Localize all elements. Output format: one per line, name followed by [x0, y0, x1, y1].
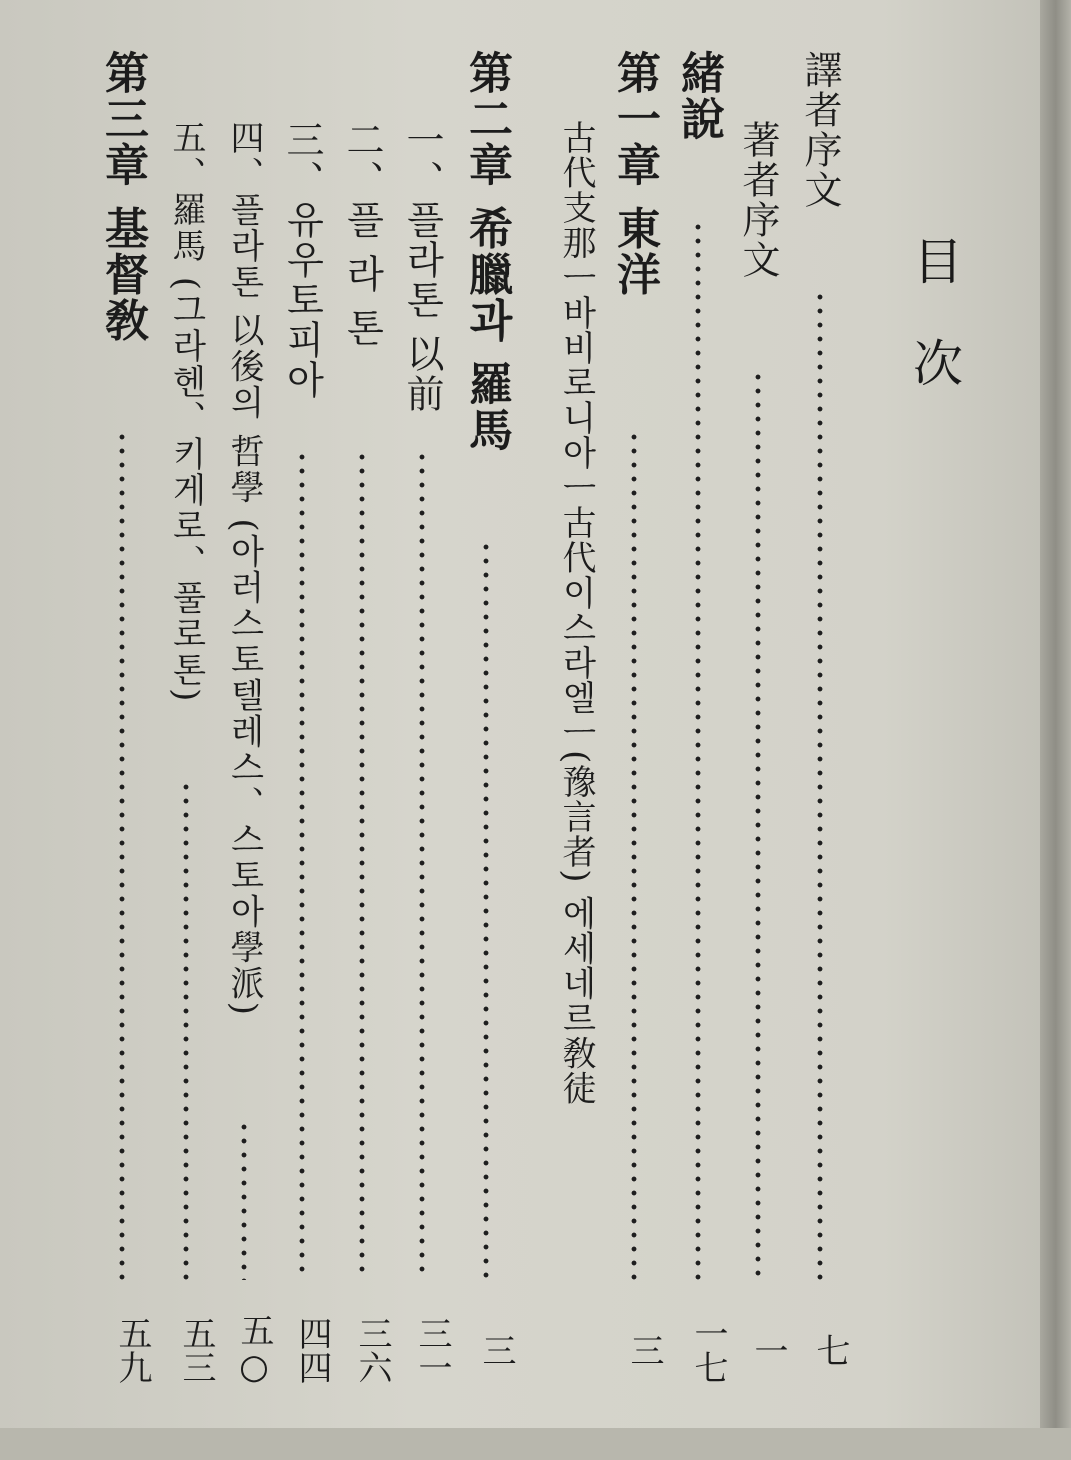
toc-entry-page: 五九: [112, 1316, 152, 1384]
toc-entry-title: 譯者序文: [798, 50, 842, 210]
toc-entry-title: 三、유우토피아: [280, 120, 324, 400]
leader-dots: [298, 450, 306, 1280]
toc-entry-title: 第一章 東洋: [609, 50, 660, 298]
leader-dots: [754, 370, 762, 1280]
leader-dots: [482, 540, 490, 1280]
toc-entry: [214, 120, 274, 1460]
leader-dots: [358, 450, 366, 1280]
toc-entry-title: 二、플 라 톤: [340, 120, 384, 349]
toc-entry-title: 五、羅馬 (그라헨、키게로、풀로톤): [166, 120, 206, 704]
page-heading: 目次: [905, 235, 963, 439]
toc-entry: [546, 120, 606, 1460]
toc-entry-title: 緒說: [673, 50, 724, 142]
toc-entry-title: 第三章 基督敎: [97, 50, 148, 344]
toc-entry-page: 五○: [234, 1313, 274, 1387]
toc-entry-title: 第二章 希臘과 羅馬: [461, 50, 512, 453]
toc-entry-title: 古代支那ㅡ바비로니아ㅡ古代이스라엘ㅡ(豫言者) 에세네르敎徒: [556, 120, 596, 1106]
toc-entry: [272, 120, 332, 1460]
toc-entry: [456, 50, 516, 1390]
leader-dots: [816, 290, 824, 1280]
toc-entry: [92, 50, 152, 1390]
toc-entry: [392, 120, 452, 1460]
toc-entry-title: 一、플라톤 以前: [400, 120, 444, 415]
toc-entry-page: 四四: [292, 1316, 332, 1384]
toc-entry-page: 三六: [352, 1316, 392, 1384]
toc-entry: [332, 120, 392, 1460]
toc-entry-page: 五三: [176, 1316, 216, 1384]
toc-entry-page: 三: [624, 1333, 664, 1367]
toc-entry-title: 四、플라톤 以後의 哲學 (아러스토텔레스、스토아學派): [224, 120, 264, 1017]
toc-entry-page: 一七: [688, 1316, 728, 1384]
toc-entry: [604, 50, 664, 1390]
book-gutter: [1040, 0, 1071, 1428]
leader-dots: [240, 1120, 248, 1280]
toc-entry-page: 三一: [412, 1316, 452, 1384]
leader-dots: [630, 430, 638, 1280]
leader-dots: [182, 780, 190, 1280]
toc-entry: [156, 120, 216, 1460]
leader-dots: [694, 220, 702, 1280]
leader-dots: [418, 450, 426, 1280]
toc-entry-title: 著者序文: [736, 120, 780, 280]
leader-dots: [118, 430, 126, 1280]
toc-entry-page: 七: [810, 1333, 850, 1367]
toc-entry: [728, 120, 788, 1460]
toc-entry-page: 三: [476, 1333, 516, 1367]
toc-entry: [790, 50, 850, 1390]
toc-entry-page: 一: [748, 1333, 788, 1367]
toc-entry: [668, 50, 728, 1390]
